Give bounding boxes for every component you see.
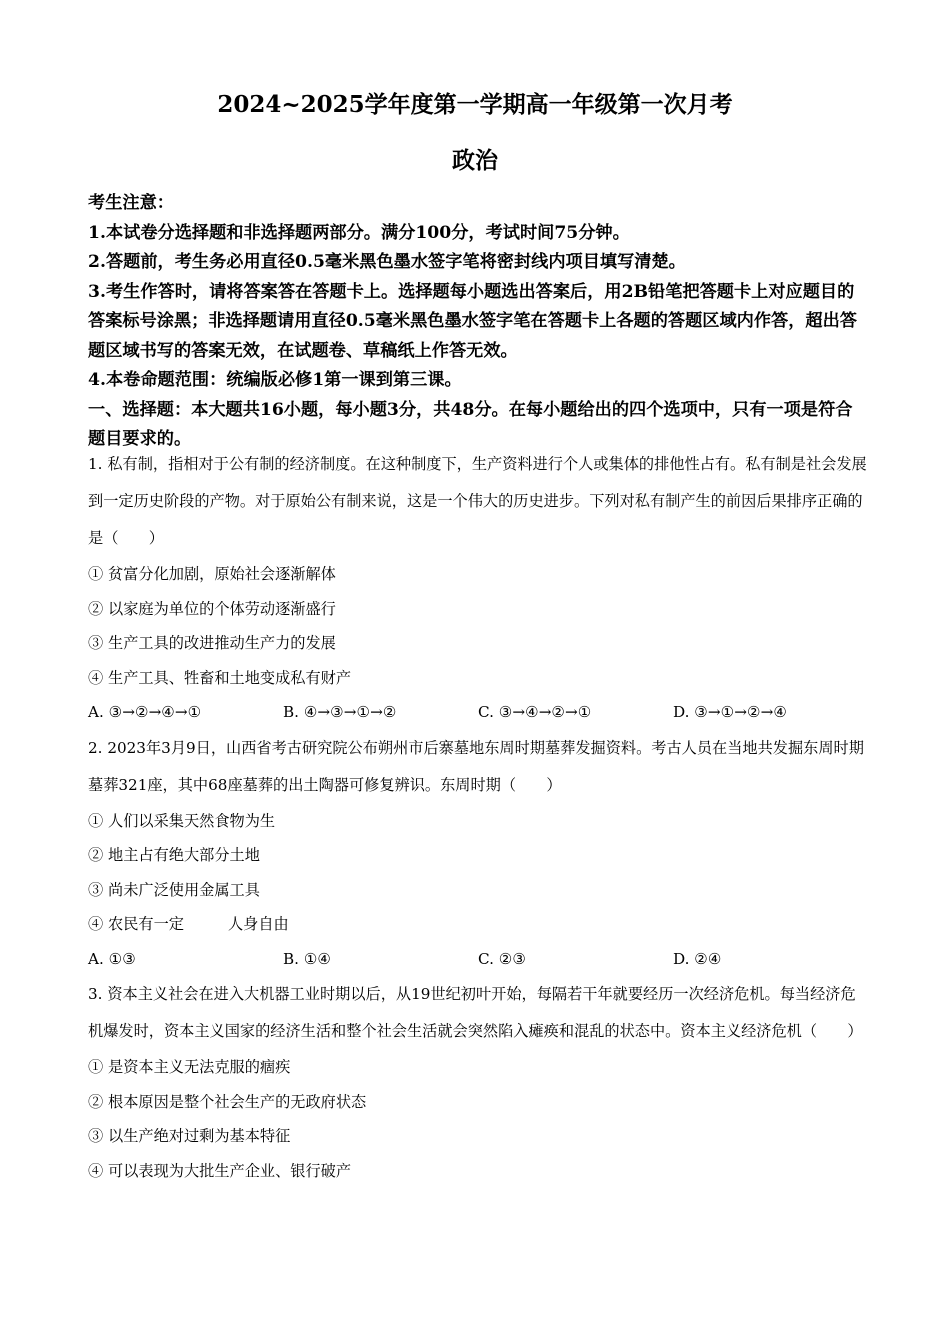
notice-item-2: 2.答题前，考生务必用直径0.5毫米黑色墨水签字笔将密封线内项目填写清楚。 (88, 252, 686, 272)
answer-choices (88, 695, 868, 730)
section-heading: 一、选择题：本大题共16小题，每小题3分，共48分。在每小题给出的四个选项中，只有一项是符合题目要求的。 (88, 399, 853, 449)
question-list (88, 446, 868, 1188)
subject-title: 政治 (452, 147, 498, 174)
statement-part: ④ 农民有一定 (88, 915, 184, 933)
statement-item: ③ 生产工具的改进推动生产力的发展 (88, 634, 336, 652)
statement-item: ② 以家庭为单位的个体劳动逐渐盛行 (88, 599, 336, 618)
exam-title: 2024~2025学年度第一学期高一年级第一次月考 (217, 91, 733, 118)
statement-item: ① 人们以采集天然食物为生 (88, 811, 276, 830)
choice-d: D. ②④ (673, 949, 722, 968)
statement-item: ② 地主占有绝大部分土地 (88, 846, 260, 864)
choice-a: A. ①③ (88, 949, 136, 968)
statement-item: ③ 尚未广泛使用金属工具 (88, 880, 260, 899)
question-stem: 2. 2023年3月9日，山西省考古研究院公布朔州市后寨墓地东周时期墓葬发掘资料。考古人员在当地共发掘东周时期墓葬321座，其中68座墓葬的出土陶器可修复辨识。东周时期（ ） (88, 738, 864, 794)
statement-item: ① 是资本主义无法克服的痼疾 (88, 1058, 291, 1076)
question-stem: 3. 资本主义社会在进入大机器工业时期以后，从19世纪初叶开始，每隔若干年就要经历一次经济危机。每当经济危机爆发时，资本主义国家的经济生活和整个社会生活就会突然陷入瘫痪和混乱的状态中。资本主义经济危机（ ） (88, 985, 863, 1040)
statement-part: 人身自由 (227, 915, 289, 933)
notice-item-1: 1.本试卷分选择题和非选择题两部分。满分100分，考试时间75分钟。 (88, 222, 630, 243)
question-2 (88, 730, 868, 977)
statement-item: ③ 以生产绝对过剩为基本特征 (88, 1127, 291, 1145)
choice-a: A. ③→②→④→① (88, 703, 202, 721)
answer-choices (88, 942, 868, 977)
question-stem: 1. 私有制，指相对于公有制的经济制度。在这种制度下，生产资料进行个人或集体的排他性占有。私有制是社会发展到一定历史阶段的产物。对于原始公有制来说，这是一个伟大的历史进步。下列对私有制产生的前因后果排序正确的是（ ） (88, 455, 867, 547)
choice-c: C. ③→④→②→① (478, 703, 592, 721)
statement-item: ① 贫富分化加剧，原始社会逐渐解体 (88, 565, 336, 583)
choice-d: D. ③→①→②→④ (673, 703, 787, 721)
candidate-notice (88, 189, 868, 455)
notice-heading: 考生注意： (88, 193, 174, 213)
choice-b: B. ④→③→①→② (283, 703, 397, 721)
notice-item-4: 4.本卷命题范围：统编版必修1第一课到第三课。 (88, 370, 462, 390)
choice-b: B. ①④ (283, 949, 332, 968)
question-1 (88, 446, 868, 730)
statement-item: ④ 生产工具、牲畜和土地变成私有财产 (88, 668, 352, 687)
statement-item: ② 根本原因是整个社会生产的无政府状态 (88, 1092, 367, 1111)
notice-item-3: 3.考生作答时，请将答案答在答题卡上。选择题每小题选出答案后，用2B铅笔把答题卡上对应题目的答案标号涂黑；非选择题请用直径0.5毫米黑色墨水签字笔在答题卡上各题的答题区域内作答，超出答题区域书写的答案无效，在试题卷、草稿纸上作答无效。 (88, 281, 857, 361)
statement-item (88, 907, 868, 942)
statement-item: ④ 可以表现为大批生产企业、银行破产 (88, 1161, 352, 1180)
choice-c: C. ②③ (478, 949, 526, 968)
question-3 (88, 976, 868, 1188)
